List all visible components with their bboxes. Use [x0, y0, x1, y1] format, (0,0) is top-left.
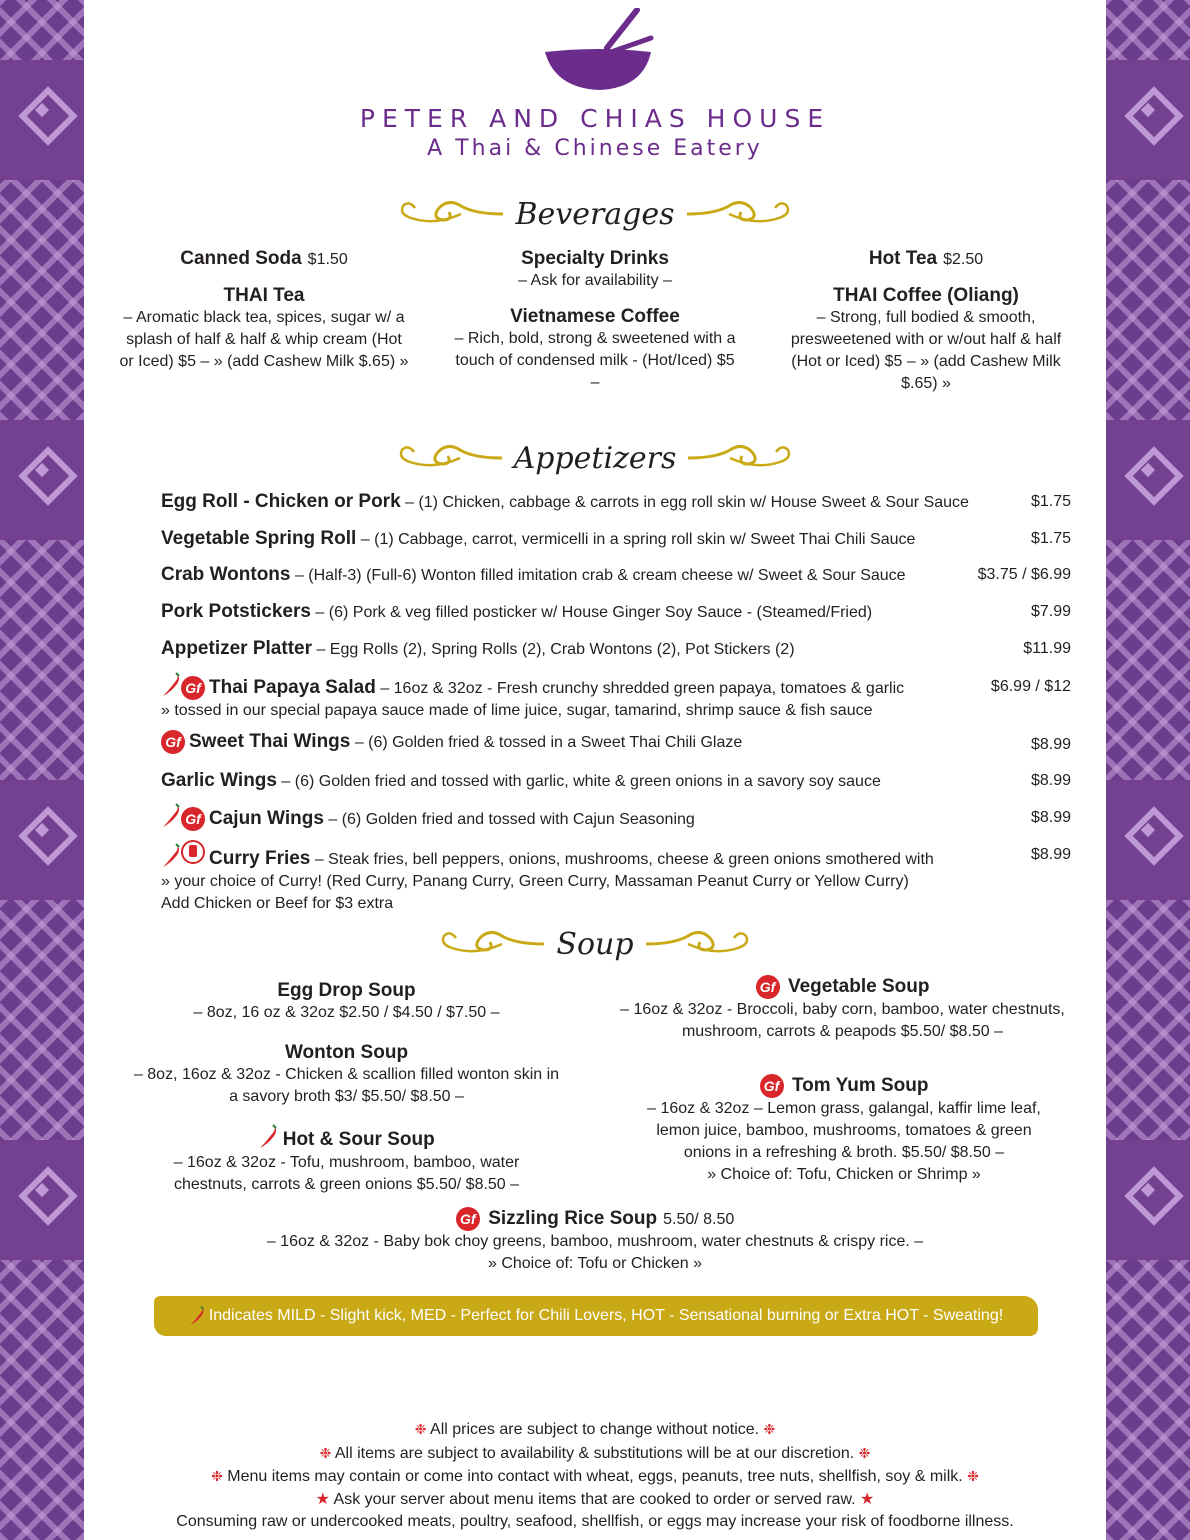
- right-flourish-icon: [686, 440, 796, 476]
- right-border-pattern: [1106, 0, 1190, 1540]
- soup-name: Tom Yum Soup: [791, 1075, 929, 1096]
- appetizer-item: [161, 528, 1071, 551]
- spice-legend-banner: [154, 1296, 1038, 1336]
- appetizer-price: $1.75: [1030, 493, 1071, 510]
- appetizer-desc-extra: » your choice of Curry! (Red Curry, Panang Curry, Green Curry, Massaman Peanut Curry or Yellow Curry): [161, 873, 909, 890]
- snowflake-icon: ❉: [319, 1444, 332, 1461]
- soup-name: Vegetable Soup: [787, 976, 930, 997]
- chili-pepper-icon: [189, 1305, 205, 1327]
- star-icon: ★: [315, 1490, 330, 1508]
- soup-desc: – 8oz, 16oz & 32oz - Chicken & scallion filled wonton skin in a savory broth $3/ $5.50/ $8.50 –: [133, 1066, 560, 1105]
- soup-name: Sizzling Rice Soup: [488, 1208, 658, 1229]
- gluten-free-icon: Gf: [161, 730, 185, 754]
- beverage-item: [781, 285, 1071, 395]
- beverage-price: $1.50: [307, 251, 348, 268]
- appetizer-name: Sweet Thai Wings: [189, 731, 351, 752]
- snowflake-icon: ❉: [967, 1468, 979, 1484]
- footer-text: All items are subject to availability & substitutions will be at our discretion.: [334, 1444, 855, 1462]
- snowflake-icon: ❉: [858, 1444, 871, 1461]
- soup-item: [149, 1124, 544, 1196]
- appetizer-price: $6.99 / $12: [990, 678, 1071, 695]
- soup-desc: – 8oz, 16 oz & 32oz $2.50 / $4.50 / $7.50 –: [193, 1004, 500, 1021]
- beverage-item: [119, 285, 409, 373]
- footer-line: [84, 1442, 1106, 1466]
- chili-pepper-icon: [161, 672, 181, 698]
- section-title-appetizers: Appetizers: [513, 440, 677, 476]
- footer-notes: [84, 1418, 1106, 1534]
- restaurant-name: PETER AND CHIAS HOUSE: [359, 104, 831, 133]
- snowflake-icon: ❉: [763, 1421, 776, 1437]
- section-title-soup: Soup: [556, 926, 634, 962]
- gluten-free-icon: Gf: [181, 676, 205, 700]
- appetizer-item: [161, 840, 1071, 915]
- left-flourish-icon: [395, 196, 505, 232]
- footer-text: Menu items may contain or come into contact with wheat, eggs, peanuts, tree nuts, shellfish, soy & milk.: [227, 1468, 963, 1485]
- footer-text: Ask your server about menu items that are cooked to order or served raw.: [333, 1490, 856, 1508]
- vegan-icon: [181, 840, 205, 864]
- gluten-free-icon: Gf: [181, 807, 205, 831]
- appetizer-item: [161, 601, 1071, 624]
- appetizers-heading: [84, 434, 1106, 482]
- soup-item: [620, 975, 1065, 1043]
- appetizer-item: [161, 803, 1071, 831]
- beverage-name: Hot Tea: [868, 248, 938, 269]
- appetizer-desc: – (6) Golden fried & tossed in a Sweet Thai Chili Glaze: [354, 734, 743, 751]
- snowflake-icon: ❉: [211, 1468, 223, 1484]
- appetizer-desc: – (1) Cabbage, carrot, vermicelli in a spring roll skin w/ Sweet Thai Chili Sauce: [360, 531, 916, 548]
- soup-price: 5.50/ 8.50: [663, 1211, 735, 1228]
- appetizer-name: Curry Fries: [209, 848, 311, 869]
- appetizer-name: Egg Roll - Chicken or Pork: [161, 491, 401, 512]
- soup-name: Hot & Sour Soup: [282, 1129, 435, 1150]
- gluten-free-icon: Gf: [760, 1074, 784, 1098]
- soup-item: [634, 1074, 1054, 1186]
- appetizer-price: $11.99: [1023, 640, 1071, 657]
- appetizer-desc: – Steak fries, bell peppers, onions, mushrooms, cheese & green onions smothered with: [314, 851, 934, 868]
- beverage-item: [119, 248, 409, 271]
- appetizer-name: Crab Wontons: [161, 564, 291, 585]
- beverage-desc: – Aromatic black tea, spices, sugar w/ a splash of half & half & whip cream (Hot or Iced) $5 – » (add Cashew Milk $.65) »: [119, 309, 409, 370]
- footer-line: [84, 1465, 1106, 1489]
- appetizer-price: $8.99: [1030, 846, 1071, 863]
- left-flourish-icon: [394, 440, 504, 476]
- beverage-item: [450, 248, 740, 292]
- appetizer-desc: – (6) Golden fried and tossed with Cajun Seasoning: [328, 811, 695, 828]
- appetizer-item: [161, 770, 1071, 793]
- soup-desc: – 16oz & 32oz - Baby bok choy greens, bamboo, mushroom, water chestnuts & crispy rice. –: [266, 1233, 924, 1250]
- soup-desc: – 16oz & 32oz - Broccoli, baby corn, bamboo, water chestnuts, mushroom, carrots & peapods $5.50/ $8.50 –: [620, 1001, 1065, 1040]
- left-flourish-icon: [436, 926, 546, 962]
- appetizer-desc: – (Half-3) (Full-6) Wonton filled imitation crab & cream cheese w/ Sweet & Sour Sauce: [294, 567, 906, 584]
- restaurant-tagline: A Thai & Chinese Eatery: [427, 136, 763, 161]
- chili-pepper-icon: [161, 843, 181, 869]
- appetizer-item: [161, 672, 1071, 722]
- appetizer-desc-extra: » tossed in our special papaya sauce made of lime juice, sugar, tamarind, shrimp sauce & fish sauce: [161, 702, 873, 719]
- chili-pepper-icon: [258, 1124, 278, 1150]
- soup-item: [124, 980, 569, 1024]
- beverage-desc: – Strong, full bodied & smooth, presweetened with or w/out half & half (Hot or Iced) $5 – » (add Cashew Milk $.65) »: [790, 309, 1062, 392]
- beverage-name: Vietnamese Coffee: [510, 306, 680, 327]
- appetizer-price: $1.75: [1030, 530, 1071, 547]
- appetizer-name: Garlic Wings: [161, 770, 277, 791]
- appetizer-name: Thai Papaya Salad: [209, 677, 376, 698]
- appetizer-name: Cajun Wings: [209, 808, 324, 829]
- gluten-free-icon: Gf: [456, 1207, 480, 1231]
- appetizer-desc: – Egg Rolls (2), Spring Rolls (2), Crab Wontons (2), Pot Stickers (2): [316, 641, 795, 658]
- appetizer-item: [161, 638, 1071, 661]
- appetizer-desc: – (6) Pork & veg filled posticker w/ House Ginger Soy Sauce - (Steamed/Fried): [315, 604, 873, 621]
- beverages-center-column: [450, 248, 740, 408]
- appetizer-desc: – 16oz & 32oz - Fresh crunchy shredded green papaya, tomatoes & garlic: [380, 680, 905, 697]
- appetizer-name: Appetizer Platter: [161, 638, 312, 659]
- beverages-right-column: [781, 248, 1071, 409]
- beverage-name: Specialty Drinks: [521, 248, 669, 269]
- snowflake-icon: ❉: [414, 1421, 427, 1437]
- beverage-name: THAI Tea: [223, 285, 305, 306]
- appetizer-desc: – (6) Golden fried and tossed with garlic, white & green onions in a savory soy sauce: [281, 773, 881, 790]
- bowl-logo-icon: [539, 8, 659, 92]
- beverage-name: THAI Coffee (Oliang): [833, 285, 1019, 306]
- soup-desc-extra: » Choice of: Tofu or Chicken »: [487, 1255, 703, 1272]
- star-icon: ★: [860, 1490, 875, 1508]
- appetizer-price: $8.99: [1030, 772, 1071, 789]
- section-title-beverages: Beverages: [515, 196, 675, 232]
- footer-text: All prices are subject to change without notice.: [430, 1421, 760, 1438]
- beverage-name: Canned Soda: [180, 248, 302, 269]
- soup-desc: – 16oz & 32oz – Lemon grass, galangal, kaffir lime leaf, lemon juice, bamboo, mushrooms, tomatoes & green onions in a refreshing & broth. $5.50/ $8.50 –: [647, 1100, 1041, 1161]
- beverages-left-column: [119, 248, 409, 387]
- footer-line: [84, 1418, 1106, 1442]
- footer-text: Consuming raw or undercooked meats, poultry, seafood, shellfish, or eggs may increase your risk of foodborne illness.: [176, 1513, 1014, 1530]
- beverage-item: [781, 248, 1071, 271]
- beverage-price: $2.50: [943, 251, 984, 268]
- beverages-heading: [84, 190, 1106, 238]
- appetizer-desc-extra: Add Chicken or Beef for $3 extra: [161, 895, 394, 912]
- appetizer-price: $8.99: [1030, 736, 1071, 753]
- appetizer-name: Vegetable Spring Roll: [161, 528, 357, 549]
- soup-item: [129, 1042, 564, 1108]
- footer-line: [84, 1511, 1106, 1534]
- chili-pepper-icon: [161, 803, 181, 829]
- menu-page: [84, 0, 1106, 1540]
- right-flourish-icon: [685, 196, 795, 232]
- footer-line: [84, 1489, 1106, 1512]
- right-flourish-icon: [644, 926, 754, 962]
- appetizer-price: $7.99: [1030, 603, 1071, 620]
- beverage-item: [450, 306, 740, 394]
- appetizer-desc: – (1) Chicken, cabbage & carrots in egg roll skin w/ House Sweet & Sour Sauce: [405, 494, 969, 511]
- appetizer-price: $3.75 / $6.99: [977, 566, 1071, 583]
- beverage-desc: – Ask for availability –: [518, 272, 672, 289]
- soup-desc-extra: » Choice of: Tofu, Chicken or Shrimp »: [707, 1166, 981, 1183]
- appetizer-name: Pork Potstickers: [161, 601, 311, 622]
- appetizer-price: $8.99: [1030, 809, 1071, 826]
- gluten-free-icon: Gf: [756, 975, 780, 999]
- soup-name: Egg Drop Soup: [277, 980, 416, 1001]
- spice-legend-text: Indicates MILD - Slight kick, MED - Perfect for Chili Lovers, HOT - Sensational burning or Extra HOT - Sweating!: [208, 1307, 1004, 1324]
- soup-desc: – 16oz & 32oz - Tofu, mushroom, bamboo, water chestnuts, carrots & green onions $5.50/ $8.50 –: [173, 1154, 520, 1193]
- soup-heading: [84, 920, 1106, 968]
- appetizer-item: [161, 491, 1071, 514]
- soup-name: Wonton Soup: [284, 1042, 409, 1063]
- left-border-pattern: [0, 0, 84, 1540]
- appetizer-item: [161, 564, 1071, 587]
- beverage-desc: – Rich, bold, strong & sweetened with a touch of condensed milk - (Hot/Iced) $5 –: [454, 330, 736, 391]
- soup-item: [195, 1207, 995, 1275]
- appetizer-item: [161, 730, 1071, 754]
